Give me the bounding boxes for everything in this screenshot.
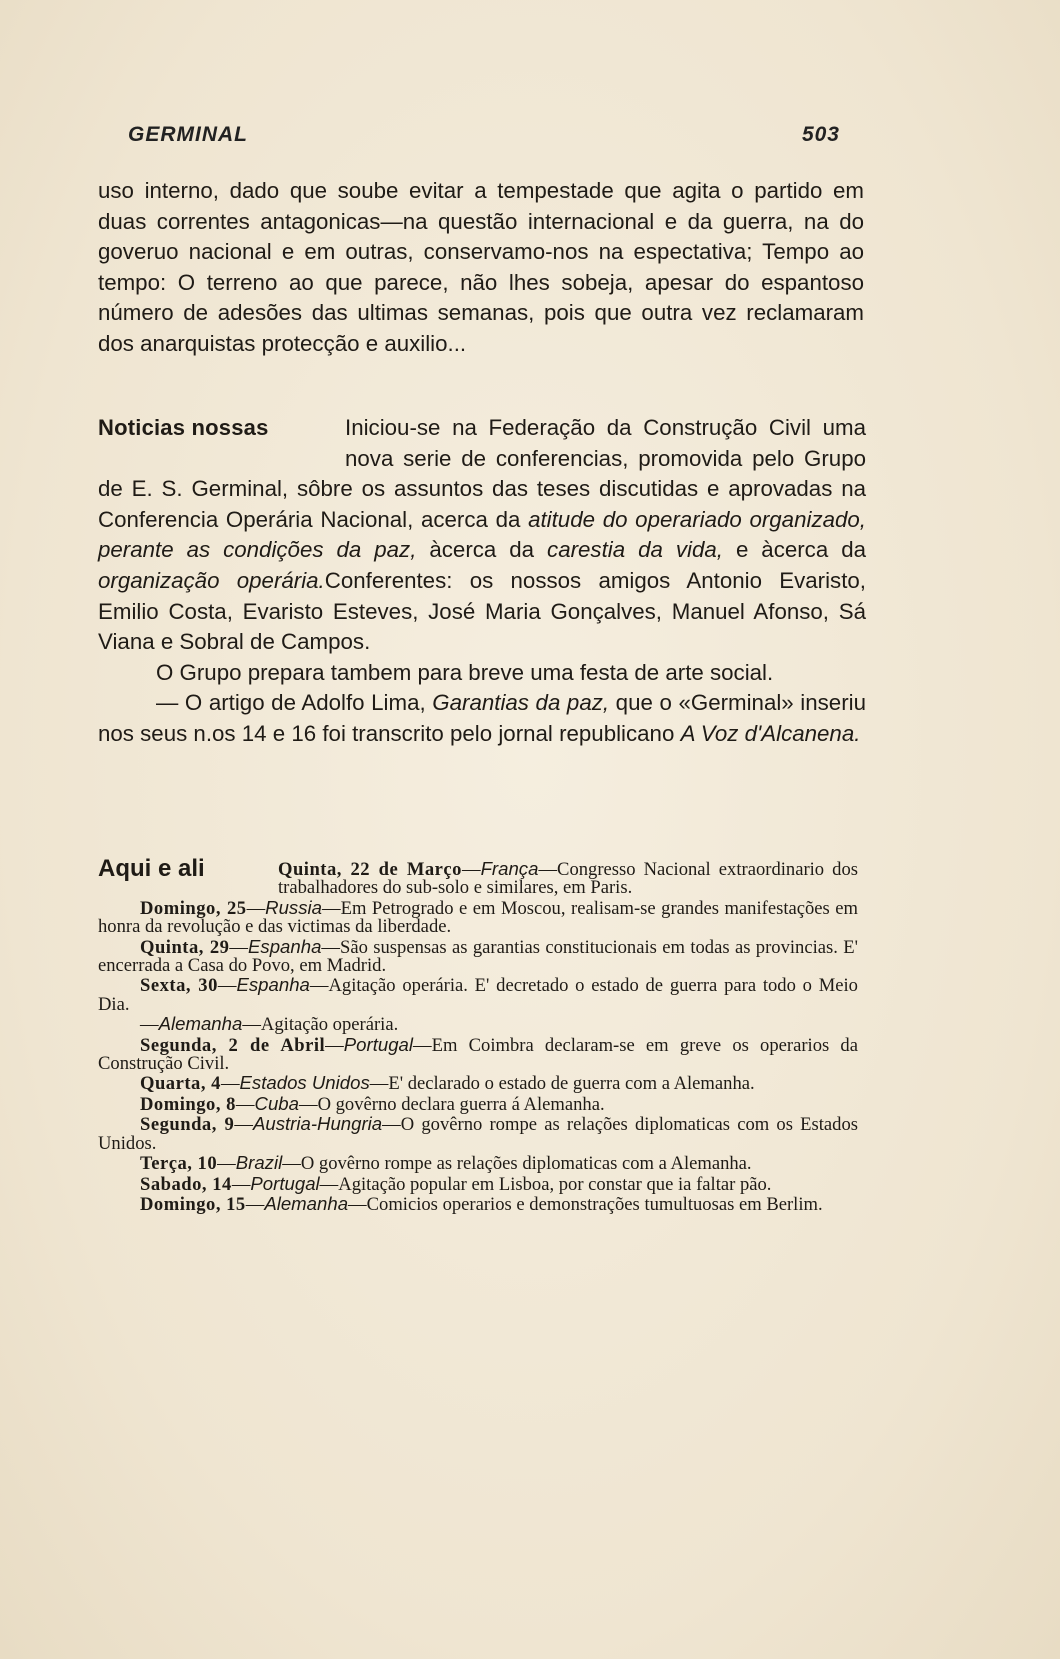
intro-paragraph: uso interno, dado que soube evitar a tempestade que agita o partido em duas correntes antagonicas—na questão internacional e da guerra, na do goveruo nacional e em outras, conservamo-nos na espectativa; Tempo ao tempo: O terreno ao que parece, não lhes sobeja, apesar do espantoso número de adesões das ultimas semanas, pois que outra vez reclamaram dos anarquistas protecção e auxilio... (98, 178, 864, 356)
noticias-heading: Noticias nossas (98, 415, 269, 440)
text-run: que o «Germinal» inseriu nos seus n.os 14 e 16 foi transcrito pelo jornal republicano (98, 690, 866, 746)
chronicle-entry: Quarta, 4—Estados Unidos—E' declarado o estado de guerra com a Alemanha. (140, 1072, 755, 1095)
entry-date: Domingo, 25 (140, 897, 247, 919)
chronicle-entry: Quinta, 22 de Março—França—Congresso Nacional extraordinario dos trabalhadores do sub-solo e similares, em Paris. (278, 858, 858, 899)
entry-date: Quinta, 22 de Março (278, 859, 462, 880)
entry-date: Sabado, 14 (140, 1173, 232, 1195)
entry-text: O govêrno rompe as relações diplomaticas com a Alemanha. (300, 1153, 752, 1175)
entry-text: Congresso Nacional extraordinario dos trabalhadores do sub-solo e similares, em Paris. (278, 859, 858, 899)
entry-place: Portugal (343, 1033, 414, 1055)
entry-text: Comicios operarios e demonstrações tumultuosas em Berlim. (366, 1193, 823, 1215)
text-run: àcerca da (416, 537, 548, 563)
chronicle-list (98, 860, 858, 1214)
running-header (128, 123, 872, 147)
entry-date: Domingo, 15 (140, 1193, 246, 1215)
entry-place: Espanha (248, 935, 322, 957)
chronicle-entry: Domingo, 25—Russia—Em Petrogrado e em Moscou, realisam-se grandes manifestações em honra da revolução e das victimas da liberdade. (98, 896, 858, 938)
entry-text: E' declarado o estado de guerra com a Alemanha. (388, 1073, 755, 1095)
entry-date: Segunda, 2 de Abril (140, 1034, 326, 1056)
chronicle-entry: Segunda, 2 de Abril—Portugal—Em Coimbra declaram-se em greve os operarios da Construção Civil. (98, 1033, 858, 1075)
entry-text: Agitação operária. (260, 1014, 399, 1036)
entry-date: Quinta, 29 (140, 936, 230, 958)
chronicle-entry: Terça, 10—Brazil—O govêrno rompe as relações diplomaticas com a Alemanha. (140, 1152, 752, 1175)
entry-date: Sexta, 30 (140, 975, 218, 997)
chronicle-entry: Quinta, 29—Espanha—São suspensas as garantias constitucionais em todas as provincias. E' encerrada a Casa do Povo, em Madrid. (98, 935, 858, 977)
page-number: 503 (801, 123, 840, 146)
italic-run: A Voz d'Alcanena. (680, 720, 861, 746)
noticias-section (98, 413, 866, 750)
entry-place: Cuba (254, 1092, 299, 1114)
italic-run: carestia da vida, (547, 537, 723, 563)
entry-place: Portugal (250, 1172, 320, 1194)
entry-date: Domingo, 8 (140, 1093, 236, 1115)
entry-place: Russia (265, 896, 322, 918)
chronicle-entry: Sabado, 14—Portugal—Agitação popular em Lisboa, por constar que ia faltar pão. (140, 1172, 772, 1195)
entry-text: São suspensas as garantias constitucionais em todas as provincias. E' encerrada a Casa do Povo, em Madrid. (98, 936, 858, 977)
chronicle-entry: —Alemanha—Agitação operária. (140, 1013, 399, 1036)
italic-run: organização operária. (98, 567, 325, 593)
chronicle-entry: Domingo, 8—Cuba—O govêrno declara guerra á Alemanha. (140, 1092, 605, 1115)
entry-text: O govêrno rompe as relações diplomaticas com os Estados Unidos. (98, 1114, 858, 1154)
entry-text: Agitação operária. E' decretado o estado de guerra para todo o Meio Dia. (98, 975, 858, 1015)
journal-title: GERMINAL (128, 123, 248, 146)
entry-date: Quarta, 4 (140, 1073, 221, 1095)
text-run: Conferentes: os nossos amigos Antonio Evaristo, Emilio Costa, Evaristo Esteves, José Maria Gonçalves, Manuel Afonso, Sá Viana e Sobral de Campos. (98, 567, 866, 655)
aqui-section (98, 855, 858, 1215)
entry-text: O govêrno declara guerra á Alemanha. (317, 1093, 605, 1115)
aqui-heading: Aqui e ali (98, 855, 205, 882)
noticias-paragraph-2: O Grupo prepara tambem para breve uma festa de arte social. (156, 659, 774, 685)
entry-text: Em Petrogrado e em Moscou, realisam-se grandes manifestações em honra da revolução e das victimas da liberdade. (98, 897, 858, 938)
italic-run: atitude do operariado organizado, perante as condições da paz, (98, 506, 866, 563)
noticias-paragraph-3 (98, 688, 866, 749)
entry-place: Estados Unidos (239, 1072, 370, 1094)
entry-place: Espanha (236, 974, 310, 996)
entry-place: Alemanha (264, 1192, 349, 1214)
entry-place: França (480, 858, 539, 879)
entry-date: Segunda, 9 (140, 1114, 235, 1136)
entry-text: Em Coimbra declaram-se em greve os operarios da Construção Civil. (98, 1034, 858, 1075)
text-run: Iniciou-se na Federação da Construção Civil uma nova serie de conferencias, promovida pelo Grupo de E. S. Germinal, sôbre os assuntos das teses discutidas e aprovadas na Conferencia Operária Nacional, acerca da (98, 415, 866, 532)
entry-place: Brazil (235, 1152, 283, 1174)
text-run: e àcerca da (722, 537, 867, 563)
entry-place: Alemanha (158, 1013, 243, 1035)
entry-place: Austria-Hungria (252, 1113, 383, 1135)
chronicle-entry: Segunda, 9—Austria-Hungria—O govêrno rompe as relações diplomaticas com os Estados Unidos. (98, 1113, 858, 1154)
chronicle-entry: Sexta, 30—Espanha—Agitação operária. E' decretado o estado de guerra para todo o Meio Dia. (98, 974, 858, 1015)
chronicle-entry: Domingo, 15—Alemanha—Comicios operarios e demonstrações tumultuosas em Berlim. (140, 1192, 823, 1215)
entry-date: Terça, 10 (140, 1153, 218, 1175)
entry-text: Agitação popular em Lisboa, por constar que ia faltar pão. (338, 1173, 772, 1195)
italic-run: Garantias da paz, (432, 690, 610, 716)
text-run: — O artigo de Adolfo Lima, (156, 690, 433, 716)
